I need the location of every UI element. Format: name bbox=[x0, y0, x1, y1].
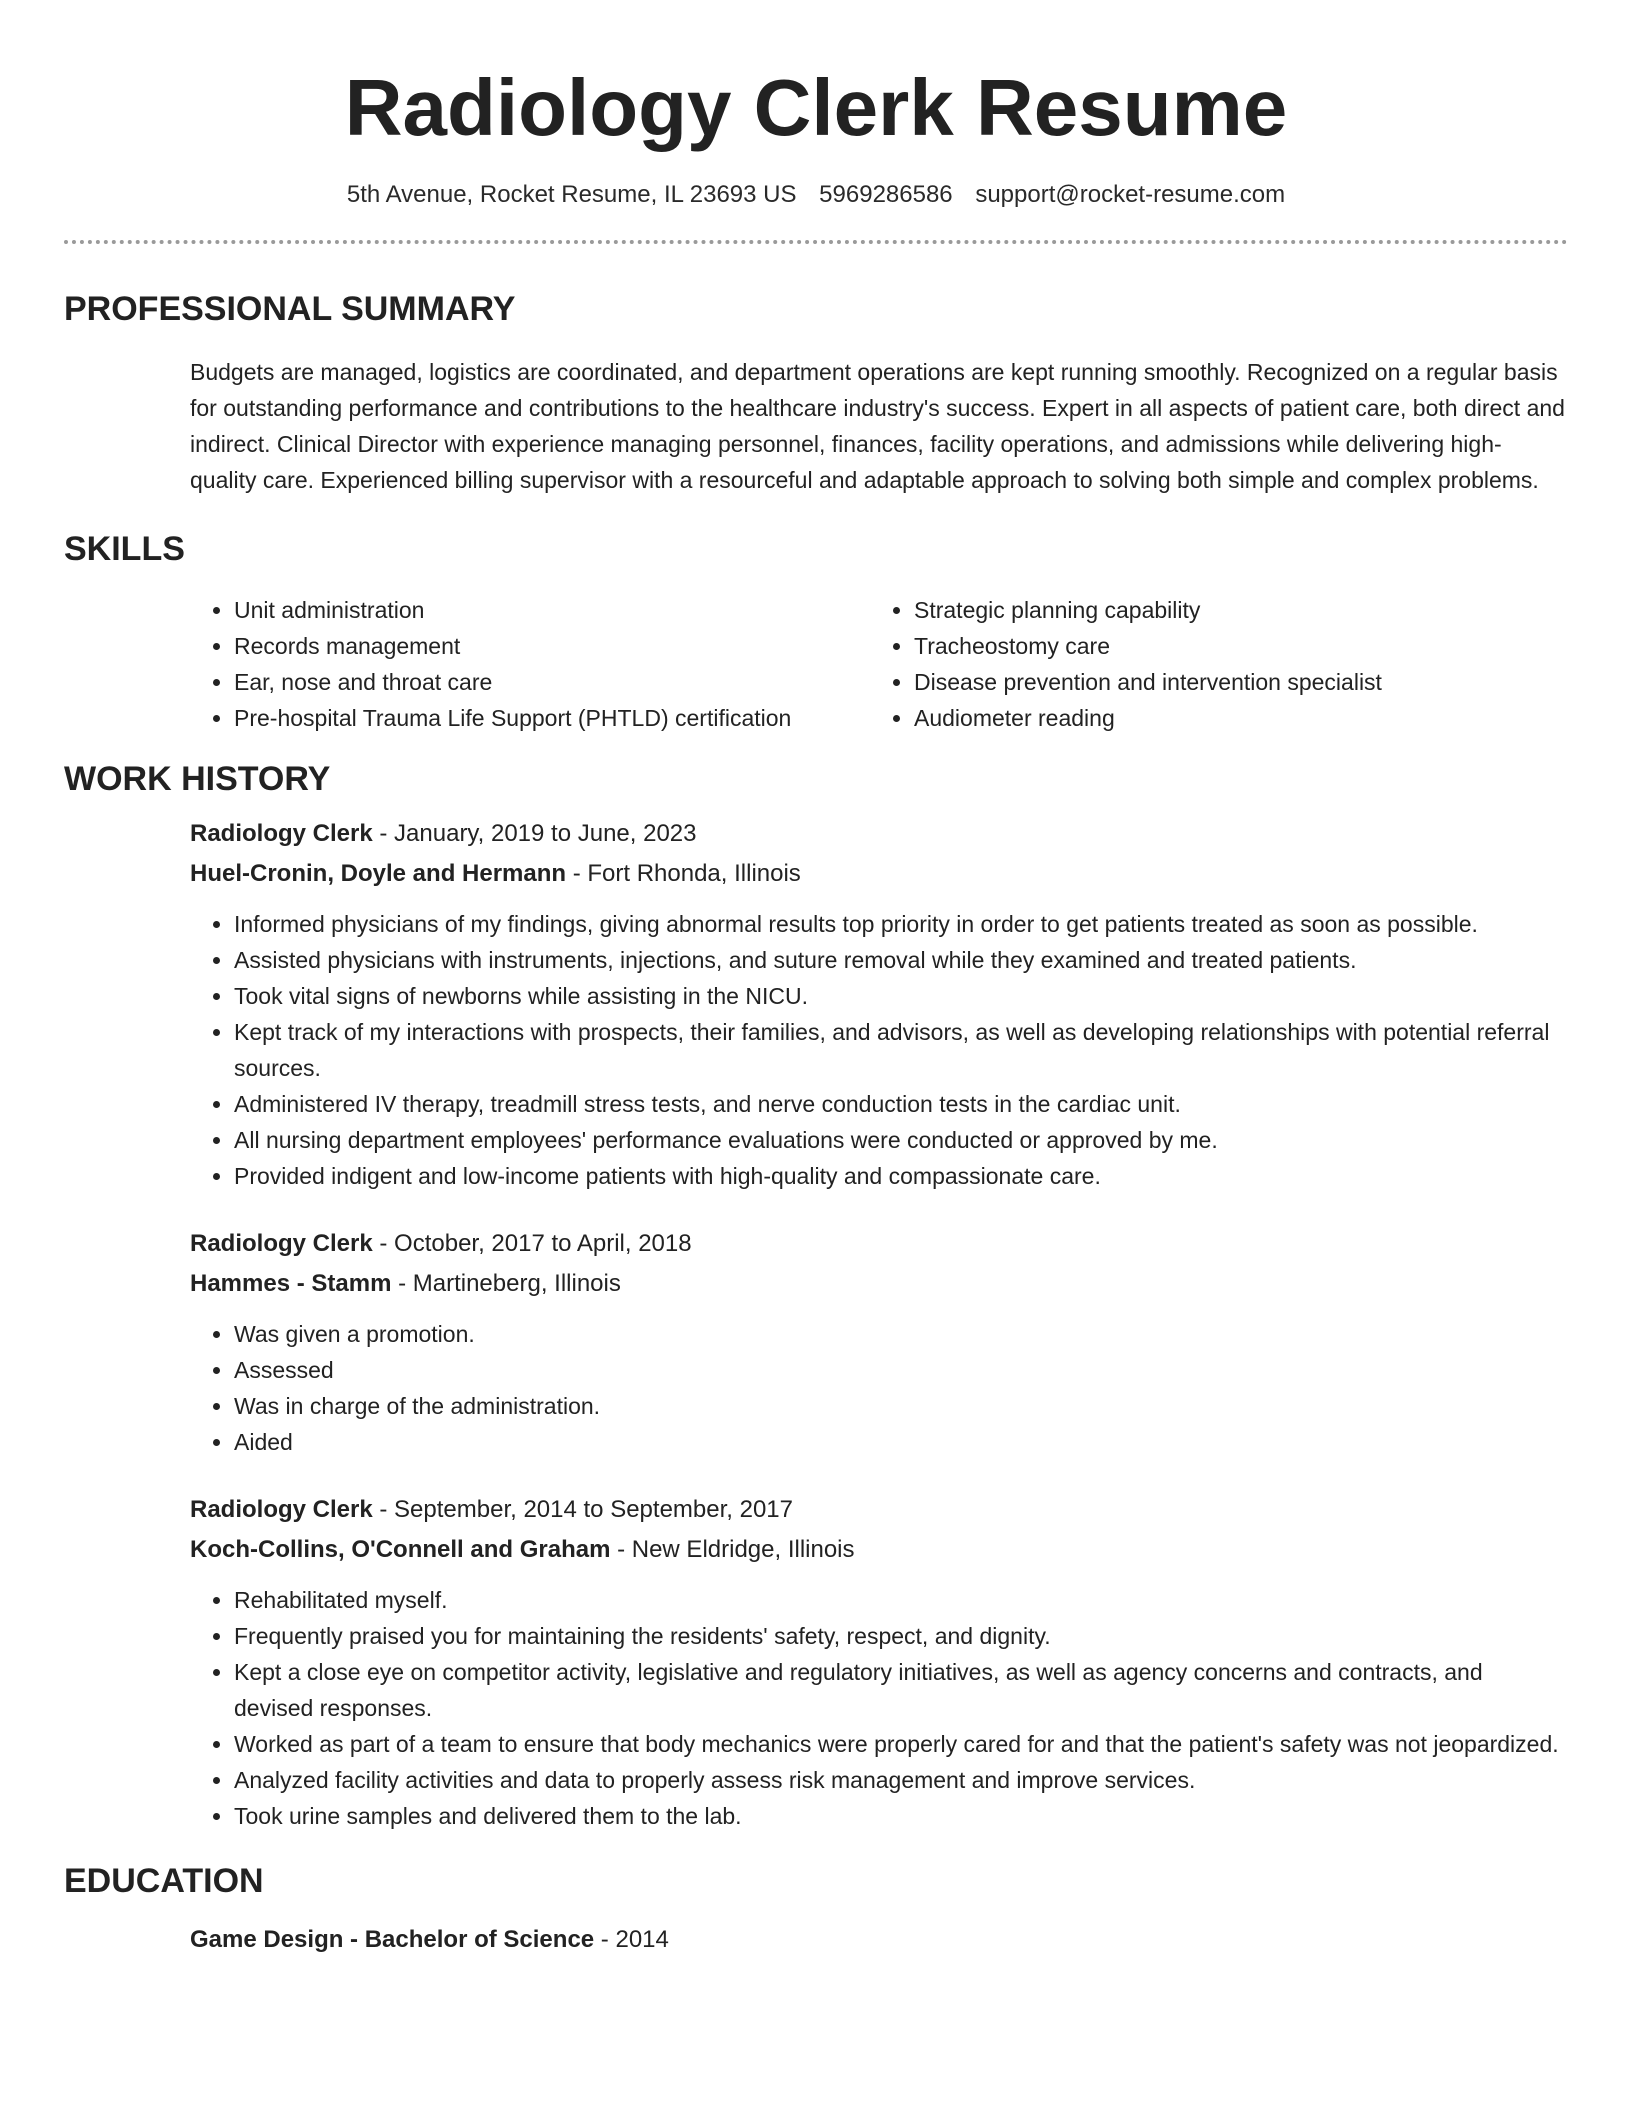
section-title-education: EDUCATION bbox=[64, 1862, 264, 1900]
contact-line bbox=[64, 180, 1568, 210]
job-bullet: • Assisted physicians with instruments, injections, and suture removal while they examined and treated patients. bbox=[234, 942, 1568, 978]
job-entry bbox=[190, 1490, 1568, 1834]
section-title-skills: SKILLS bbox=[64, 530, 185, 568]
job-bullet: • Aided bbox=[234, 1424, 1568, 1460]
skill-item: • Records management bbox=[234, 628, 870, 664]
skill-item: • Pre-hospital Trauma Life Support (PHTLD) certification bbox=[234, 700, 870, 736]
job-bullets bbox=[190, 1582, 1568, 1834]
job-bullet: • Took urine samples and delivered them to the lab. bbox=[234, 1798, 1568, 1834]
job-bullet: • Analyzed facility activities and data to properly assess risk management and improve services. bbox=[234, 1762, 1568, 1798]
job-role: Radiology Clerk bbox=[190, 1496, 373, 1523]
section-title-summary: PROFESSIONAL SUMMARY bbox=[64, 290, 516, 328]
skills-list-left bbox=[190, 592, 870, 736]
job-company-line bbox=[190, 1530, 1568, 1570]
job-dates: - January, 2019 to June, 2023 bbox=[372, 820, 697, 847]
job-role-line bbox=[190, 1224, 1568, 1264]
work-history-section bbox=[64, 758, 1568, 1834]
job-bullet: • All nursing department employees' performance evaluations were conducted or approved by me. bbox=[234, 1122, 1568, 1158]
job-location: - Martineberg, Illinois bbox=[391, 1270, 621, 1297]
skill-item: • Unit administration bbox=[234, 592, 870, 628]
job-bullet: • Took vital signs of newborns while assisting in the NICU. bbox=[234, 978, 1568, 1014]
job-bullet: • Kept track of my interactions with prospects, their families, and advisors, as well as developing relationships with potential referral sources. bbox=[234, 1014, 1568, 1086]
resume-title: Radiology Clerk Resume bbox=[344, 63, 1288, 152]
education-year: - 2014 bbox=[594, 1926, 669, 1953]
job-bullet: • Frequently praised you for maintaining the residents' safety, respect, and dignity. bbox=[234, 1618, 1568, 1654]
job-bullet: • Informed physicians of my findings, giving abnormal results top priority in order to get patients treated as soon as possible. bbox=[234, 906, 1568, 942]
job-dates: - October, 2017 to April, 2018 bbox=[372, 1230, 692, 1257]
education-section bbox=[64, 1860, 1568, 1960]
job-bullet: • Assessed bbox=[234, 1352, 1568, 1388]
job-role-line bbox=[190, 1490, 1568, 1530]
job-bullet: • Worked as part of a team to ensure that body mechanics were properly cared for and that the patient's safety was not jeopardized. bbox=[234, 1726, 1568, 1762]
job-role: Radiology Clerk bbox=[190, 1230, 373, 1257]
skill-item: • Strategic planning capability bbox=[914, 592, 1470, 628]
job-role-line bbox=[190, 814, 1568, 854]
education-degree: Game Design - Bachelor of Science bbox=[190, 1926, 595, 1953]
contact-phone: 5969286586 bbox=[819, 181, 953, 208]
skill-item: • Audiometer reading bbox=[914, 700, 1470, 736]
job-bullet: • Rehabilitated myself. bbox=[234, 1582, 1568, 1618]
job-company-line bbox=[190, 854, 1568, 894]
job-bullet: • Kept a close eye on competitor activity, legislative and regulatory initiatives, as well as agency concerns and contracts, and devised responses. bbox=[234, 1654, 1568, 1726]
job-company-line bbox=[190, 1264, 1568, 1304]
skills-list-right bbox=[870, 592, 1470, 736]
professional-summary-section bbox=[64, 288, 1568, 498]
job-company: Koch-Collins, O'Connell and Graham bbox=[190, 1536, 611, 1563]
education-entry bbox=[190, 1920, 1568, 1960]
skill-item: • Tracheostomy care bbox=[914, 628, 1470, 664]
job-entry bbox=[190, 1224, 1568, 1460]
job-entry bbox=[190, 814, 1568, 1194]
skills-grid bbox=[190, 592, 1568, 736]
job-bullet: • Administered IV therapy, treadmill stress tests, and nerve conduction tests in the cardiac unit. bbox=[234, 1086, 1568, 1122]
job-location: - New Eldridge, Illinois bbox=[610, 1536, 855, 1563]
contact-address: 5th Avenue, Rocket Resume, IL 23693 US bbox=[346, 181, 797, 208]
job-bullet: • Was given a promotion. bbox=[234, 1316, 1568, 1352]
job-bullets bbox=[190, 1316, 1568, 1460]
skill-item: • Disease prevention and intervention specialist bbox=[914, 664, 1470, 700]
skill-item: • Ear, nose and throat care bbox=[234, 664, 870, 700]
job-bullet: • Provided indigent and low-income patients with high-quality and compassionate care. bbox=[234, 1158, 1568, 1194]
job-bullets bbox=[190, 906, 1568, 1194]
job-company: Huel-Cronin, Doyle and Hermann bbox=[190, 860, 567, 887]
job-dates: - September, 2014 to September, 2017 bbox=[372, 1496, 793, 1523]
job-location: - Fort Rhonda, Illinois bbox=[566, 860, 801, 887]
job-role: Radiology Clerk bbox=[190, 820, 373, 847]
header-divider bbox=[64, 240, 1568, 244]
skills-section bbox=[64, 528, 1568, 736]
job-company: Hammes - Stamm bbox=[190, 1270, 392, 1297]
contact-email: support@rocket-resume.com bbox=[975, 181, 1286, 208]
section-title-work: WORK HISTORY bbox=[64, 760, 331, 798]
summary-text: Budgets are managed, logistics are coordinated, and department operations are kept running smoothly. Recognized on a regular basis for outstanding performance and contributions to the healthcare industry's success. Expert in all aspects of patient care, both direct and indirect. Clinical Director with experience managing personnel, finances, facility operations, and admissions while delivering high-quality care. Experienced billing supervisor with a resourceful and adaptable approach to solving both simple and complex problems. bbox=[190, 359, 1565, 493]
job-bullet: • Was in charge of the administration. bbox=[234, 1388, 1568, 1424]
